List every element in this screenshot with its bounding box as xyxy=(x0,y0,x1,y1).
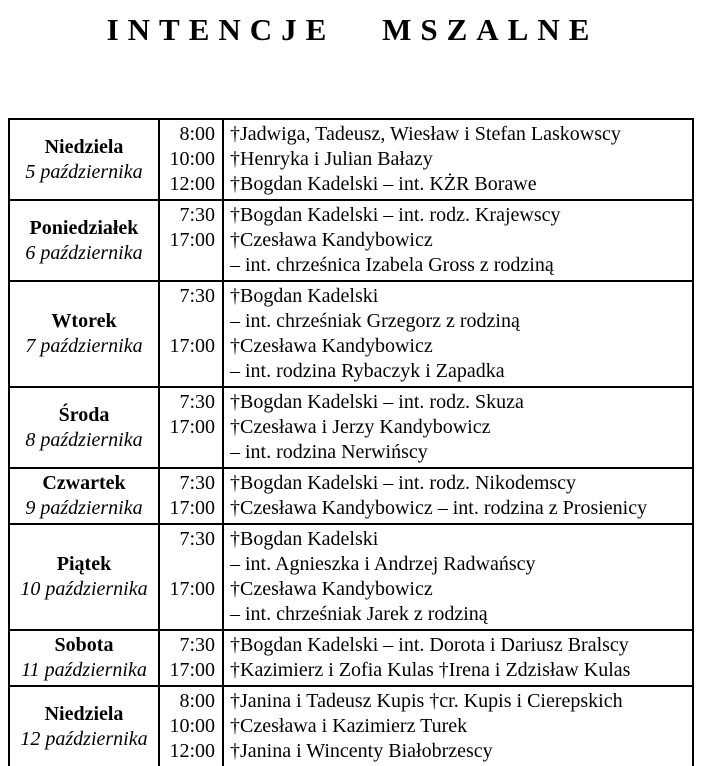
mass-intention: †Bogdan Kadelski – int. rodz. Skuza xyxy=(230,391,524,413)
time-cell xyxy=(159,387,223,468)
table-row xyxy=(9,387,693,468)
day-cell xyxy=(9,200,159,281)
day-name: Czwartek xyxy=(42,472,126,494)
time-cell xyxy=(159,686,223,766)
mass-time: 7:30 xyxy=(179,204,215,226)
day-name: Wtorek xyxy=(51,310,117,332)
day-name: Środa xyxy=(58,403,110,426)
mass-intention: †Bogdan Kadelski – int. rodz. Krajewscy xyxy=(230,204,561,226)
intentions-cell xyxy=(223,119,693,200)
bulletin-page xyxy=(0,8,705,766)
mass-time: 12:00 xyxy=(169,173,215,195)
table-row xyxy=(9,524,693,630)
mass-intention: †Janina i Wincenty Białobrzescy xyxy=(230,740,493,762)
table-row xyxy=(9,281,693,387)
mass-intention: – int. rodzina Rybaczyk i Zapadka xyxy=(230,360,505,382)
mass-time: 10:00 xyxy=(169,148,215,170)
intentions-cell xyxy=(223,200,693,281)
day-cell xyxy=(9,119,159,200)
time-cell xyxy=(159,281,223,387)
mass-time: 10:00 xyxy=(169,715,215,737)
time-cell xyxy=(159,524,223,630)
mass-time: 7:30 xyxy=(179,472,215,494)
mass-intention: – int. chrześniak Grzegorz z rodziną xyxy=(230,310,520,332)
mass-time: 17:00 xyxy=(169,335,215,357)
day-name: Poniedziałek xyxy=(29,216,139,239)
day-name: Piątek xyxy=(56,553,112,575)
day-name: Niedziela xyxy=(44,702,124,725)
day-date: 9 października xyxy=(25,497,143,519)
day-cell xyxy=(9,630,159,686)
mass-intention: †Czesława Kandybowicz – int. rodzina z Prosienicy xyxy=(230,497,648,519)
mass-intention: †Czesława i Kazimierz Turek xyxy=(230,715,468,737)
day-name: Sobota xyxy=(54,634,114,656)
mass-time: 7:30 xyxy=(179,285,215,307)
mass-intention: †Czesława i Jerzy Kandybowicz xyxy=(230,416,491,438)
mass-intention: – int. Agnieszka i Andrzej Radwańscy xyxy=(230,553,536,575)
day-cell xyxy=(9,524,159,630)
mass-time: 12:00 xyxy=(169,740,215,762)
mass-intention: †Janina i Tadeusz Kupis †cr. Kupis i Cierepskich xyxy=(230,690,623,712)
mass-intention: †Bogdan Kadelski xyxy=(230,528,379,550)
table-row xyxy=(9,200,693,281)
mass-intention: – int. rodzina Nerwińscy xyxy=(230,441,428,463)
mass-time: 7:30 xyxy=(179,634,215,656)
mass-time xyxy=(160,602,222,627)
intentions-table xyxy=(8,118,694,766)
day-date: 10 października xyxy=(20,578,148,600)
day-date: 7 października xyxy=(25,335,143,357)
intentions-cell xyxy=(223,281,693,387)
mass-time: 7:30 xyxy=(179,391,215,413)
day-cell xyxy=(9,686,159,766)
day-cell xyxy=(9,468,159,524)
mass-time xyxy=(160,309,222,334)
mass-time: 17:00 xyxy=(169,229,215,251)
mass-intention: †Kazimierz i Zofia Kulas †Irena i Zdzisław Kulas xyxy=(230,659,631,681)
mass-time: 8:00 xyxy=(179,123,215,145)
mass-intention: †Bogdan Kadelski – int. rodz. Nikodemscy xyxy=(230,472,577,494)
mass-time xyxy=(160,552,222,577)
page-title: INTENCJE MSZALNE xyxy=(106,12,599,47)
mass-time: 17:00 xyxy=(169,416,215,438)
intentions-cell xyxy=(223,468,693,524)
mass-intention: – int. chrześnica Izabela Gross z rodziną xyxy=(230,254,554,276)
mass-intention: †Czesława Kandybowicz xyxy=(230,229,433,251)
intentions-cell xyxy=(223,524,693,630)
mass-time xyxy=(160,253,222,278)
day-date: 8 października xyxy=(25,428,143,451)
day-cell xyxy=(9,281,159,387)
mass-intention: †Bogdan Kadelski – int. Dorota i Dariusz Bralscy xyxy=(230,634,629,656)
day-date: 11 października xyxy=(21,659,147,681)
mass-intention: – int. chrześniak Jarek z rodziną xyxy=(230,603,488,625)
table-row xyxy=(9,630,693,686)
mass-time: 7:30 xyxy=(179,528,215,550)
day-name: Niedziela xyxy=(44,135,124,158)
mass-time xyxy=(160,359,222,384)
mass-intention: †Czesława Kandybowicz xyxy=(230,578,433,600)
table-row xyxy=(9,468,693,524)
time-cell xyxy=(159,468,223,524)
table-row xyxy=(9,119,693,200)
time-cell xyxy=(159,119,223,200)
day-date: 5 października xyxy=(25,160,143,183)
day-cell xyxy=(9,387,159,468)
mass-intention: †Bogdan Kadelski xyxy=(230,285,379,307)
intentions-cell xyxy=(223,387,693,468)
mass-time: 17:00 xyxy=(169,497,215,519)
intentions-cell xyxy=(223,686,693,766)
mass-time xyxy=(160,440,222,465)
intentions-cell xyxy=(223,630,693,686)
mass-time: 17:00 xyxy=(169,659,215,681)
day-date: 6 października xyxy=(25,241,143,264)
time-cell xyxy=(159,630,223,686)
mass-intention: †Jadwiga, Tadeusz, Wiesław i Stefan Laskowscy xyxy=(230,123,621,145)
time-cell xyxy=(159,200,223,281)
mass-time: 17:00 xyxy=(169,578,215,600)
table-row xyxy=(9,686,693,766)
mass-time: 8:00 xyxy=(179,690,215,712)
mass-intention: †Czesława Kandybowicz xyxy=(230,335,433,357)
mass-intention: †Henryka i Julian Bałazy xyxy=(230,148,433,170)
day-date: 12 października xyxy=(20,727,148,750)
mass-intention: †Bogdan Kadelski – int. KŻR Borawe xyxy=(230,173,537,195)
